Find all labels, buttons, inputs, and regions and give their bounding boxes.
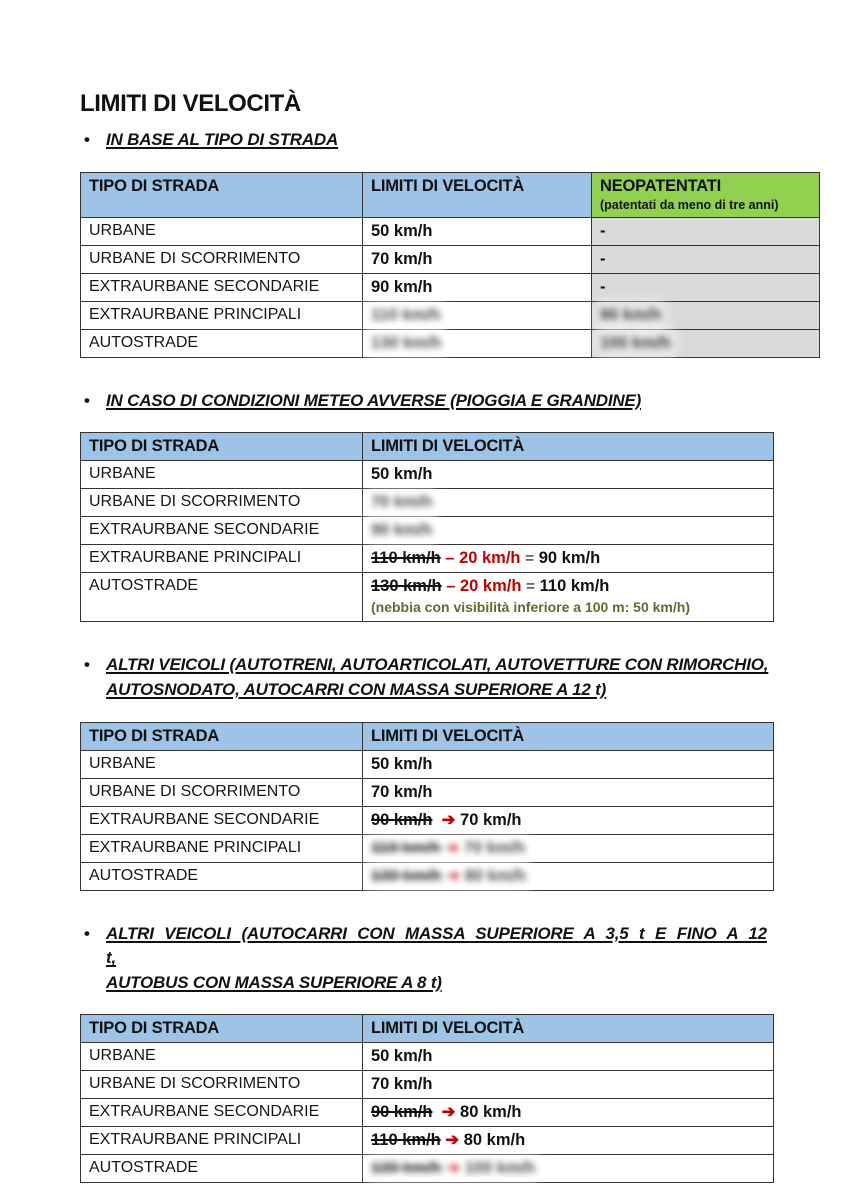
table-row [81, 1127, 774, 1155]
column-header-label: TIPO DI STRADA [89, 176, 220, 195]
neopatentati-cell [592, 301, 820, 329]
value-segment: 100 km/h [464, 1159, 536, 1178]
table-header-row [81, 172, 820, 217]
column-header-label: TIPO DI STRADA [89, 437, 220, 456]
value-segment: 90 km/h [600, 305, 662, 324]
table-row [81, 245, 820, 273]
limit-value [371, 279, 432, 296]
column-header [81, 433, 363, 461]
redacted-limit-value [600, 305, 661, 326]
limit-cell [363, 217, 592, 245]
road-type-cell: AUTOSTRADE [81, 329, 363, 357]
value-segment: – 20 km/h [441, 577, 522, 596]
table-row [81, 573, 774, 622]
value-segment: 70 km/h [371, 1075, 433, 1094]
value-segment: 90 km/h [371, 277, 433, 296]
table-row [81, 750, 774, 778]
column-header-label: LIMITI DI VELOCITÀ [371, 726, 525, 745]
table-row [81, 517, 774, 545]
limit-cell [363, 778, 774, 806]
limit-value [371, 251, 432, 268]
road-type-cell: URBANE [81, 461, 363, 489]
column-header [363, 722, 774, 750]
limit-value [371, 1132, 525, 1149]
section-heading-text [106, 389, 774, 414]
redacted-limit-value [371, 333, 442, 354]
table-row [81, 489, 774, 517]
table-header-row [81, 722, 774, 750]
value-segment: 70 km/h [460, 810, 522, 829]
speed-limits-table-altri-veicoli-3-5t [80, 1014, 774, 1183]
old-limit-strikethrough: 130 km/h [371, 577, 442, 596]
table-row [81, 778, 774, 806]
road-type-cell: EXTRAURBANE SECONDARIE [81, 1099, 363, 1127]
value-segment: = [521, 578, 540, 596]
old-limit-strikethrough: 90 km/h [371, 810, 433, 829]
table-row [81, 329, 820, 357]
road-type-cell: EXTRAURBANE SECONDARIE [81, 273, 363, 301]
limit-cell [363, 1155, 774, 1183]
value-segment: - [600, 221, 606, 240]
value-segment: 110 km/h [371, 305, 441, 324]
column-header-label: TIPO DI STRADA [89, 1019, 220, 1038]
section-heading [84, 128, 774, 153]
column-header [592, 172, 820, 217]
road-type-cell: EXTRAURBANE PRINCIPALI [81, 545, 363, 573]
value-segment: – 20 km/h [440, 549, 521, 568]
section-altri-veicoli-12t [80, 653, 774, 890]
section-heading [84, 389, 774, 414]
limit-value [600, 251, 606, 268]
old-limit-strikethrough: 130 km/h [371, 1159, 442, 1178]
column-header-label: NEOPATENTATI [600, 176, 722, 195]
value-segment: 70 km/h [371, 782, 433, 801]
limit-value [371, 1076, 432, 1093]
limit-cell [363, 806, 774, 834]
limit-value [371, 1104, 521, 1121]
limit-value [371, 1048, 432, 1065]
heading-line: IN BASE AL TIPO DI STRADA [106, 130, 339, 149]
heading-line: ALTRI VEICOLI (AUTOCARRI CON MASSA SUPERIORE A 3,5 t E FINO A 12 t, [106, 923, 767, 968]
redacted-limit-value [371, 838, 525, 859]
value-segment: 110 km/h [539, 577, 610, 596]
limit-cell [363, 1071, 774, 1099]
road-type-cell: URBANE DI SCORRIMENTO [81, 778, 363, 806]
redacted-limit-value [600, 333, 671, 354]
page-title: LIMITI DI VELOCITÀ [80, 90, 301, 117]
limit-cell [363, 301, 592, 329]
column-header-label: LIMITI DI VELOCITÀ [371, 1019, 525, 1038]
heading-line: AUTOBUS CON MASSA SUPERIORE A 8 t) [106, 972, 442, 992]
redacted-limit-value [371, 1158, 535, 1179]
old-limit-strikethrough: 130 km/h [371, 866, 442, 885]
value-segment: 70 km/h [371, 249, 433, 268]
road-type-cell: URBANE DI SCORRIMENTO [81, 245, 363, 273]
limit-cell [363, 1127, 774, 1155]
section-tipo-di-strada [80, 128, 779, 358]
neopatentati-cell [592, 273, 820, 301]
table-row [81, 1099, 774, 1127]
neopatentati-cell [592, 329, 820, 357]
value-segment: 70 km/h [371, 493, 433, 512]
road-type-cell: AUTOSTRADE [81, 862, 363, 890]
column-header [81, 722, 363, 750]
road-type-cell: EXTRAURBANE SECONDARIE [81, 806, 363, 834]
sections [80, 128, 779, 1183]
limit-value [371, 784, 432, 801]
limit-cell [363, 750, 774, 778]
table-row [81, 301, 820, 329]
table-row [81, 461, 774, 489]
limit-cell [363, 545, 774, 573]
road-type-cell: EXTRAURBANE PRINCIPALI [81, 1127, 363, 1155]
limit-cell [363, 517, 774, 545]
table-header-row [81, 1015, 774, 1043]
speed-limits-table-altri-veicoli-12t [80, 722, 774, 891]
table-row [81, 862, 774, 890]
column-header [363, 172, 592, 217]
table-row [81, 806, 774, 834]
road-type-cell: URBANE DI SCORRIMENTO [81, 1071, 363, 1099]
red-arrow-icon: ➔ [440, 838, 464, 857]
red-arrow-icon: ➔ [432, 1103, 461, 1122]
limit-cell [363, 1043, 774, 1071]
value-segment: 50 km/h [371, 465, 433, 484]
redacted-limit-value [371, 520, 432, 541]
redacted-limit-value [371, 866, 526, 887]
value-segment: - [600, 277, 606, 296]
red-arrow-icon: ➔ [441, 866, 465, 885]
column-header-subtitle: (patentati da meno di tre anni) [600, 197, 779, 212]
bullet-icon: • [84, 655, 90, 675]
column-header-label: LIMITI DI VELOCITÀ [371, 437, 525, 456]
limit-cell [363, 245, 592, 273]
column-header [363, 1015, 774, 1043]
limit-cell [363, 273, 592, 301]
value-segment: 90 km/h [371, 521, 433, 540]
table-row [81, 834, 774, 862]
heading-line: ALTRI VEICOLI (AUTOTRENI, AUTOARTICOLATI, AUTOVETTURE CON RIMORCHIO, [106, 655, 769, 675]
road-type-cell: AUTOSTRADE [81, 1155, 363, 1183]
road-type-cell: EXTRAURBANE SECONDARIE [81, 517, 363, 545]
table-row [81, 1043, 774, 1071]
limit-value [600, 279, 606, 296]
column-header-label: TIPO DI STRADA [89, 726, 220, 745]
limit-value [371, 550, 600, 567]
column-header [363, 433, 774, 461]
value-segment: - [600, 249, 606, 268]
value-segment: 50 km/h [371, 754, 433, 773]
limit-cell [363, 573, 774, 622]
table-row [81, 217, 820, 245]
limit-cell [363, 461, 774, 489]
limit-value [371, 466, 432, 483]
section-heading [84, 653, 774, 702]
road-type-cell: EXTRAURBANE PRINCIPALI [81, 301, 363, 329]
limit-cell [363, 834, 774, 862]
heading-line: IN CASO DI CONDIZIONI METEO AVVERSE (PIOGGIA E GRANDINE) [106, 390, 642, 410]
value-segment: 80 km/h [460, 1103, 522, 1122]
speed-limits-table-meteo-avverse [80, 432, 774, 622]
section-meteo-avverse [80, 389, 774, 623]
redacted-limit-value [371, 305, 441, 326]
red-arrow-icon: ➔ [441, 1159, 465, 1178]
road-type-cell: URBANE DI SCORRIMENTO [81, 489, 363, 517]
value-segment: 50 km/h [371, 221, 433, 240]
speed-limits-table-tipo-di-strada [80, 172, 820, 358]
old-limit-strikethrough: 110 km/h [371, 549, 441, 568]
column-header [81, 1015, 363, 1043]
road-type-cell: EXTRAURBANE PRINCIPALI [81, 834, 363, 862]
neopatentati-cell [592, 245, 820, 273]
column-header [81, 172, 363, 217]
section-heading-text [106, 922, 774, 996]
limit-cell [363, 1099, 774, 1127]
redacted-limit-value [371, 492, 432, 513]
red-arrow-icon: ➔ [440, 1131, 464, 1150]
fog-note: (nebbia con visibilità inferiore a 100 m: 50 km/h) [371, 599, 690, 616]
section-heading-text [106, 653, 774, 702]
limit-value [600, 223, 606, 240]
limit-cell [363, 329, 592, 357]
table-row [81, 545, 774, 573]
table-header-row [81, 433, 774, 461]
road-type-cell: URBANE [81, 1043, 363, 1071]
section-heading [84, 922, 774, 996]
value-segment: 80 km/h [464, 866, 527, 885]
red-arrow-icon: ➔ [432, 810, 461, 829]
bullet-icon: • [84, 390, 90, 410]
limit-value [371, 223, 432, 240]
value-segment: 80 km/h [463, 1131, 526, 1150]
column-header-label: LIMITI DI VELOCITÀ [371, 176, 525, 195]
road-type-cell: URBANE [81, 750, 363, 778]
value-segment: 130 km/h [371, 333, 442, 352]
section-altri-veicoli-3-5t [80, 922, 774, 1184]
table-row [81, 273, 820, 301]
value-segment: = [520, 550, 539, 568]
value-segment: 90 km/h [538, 549, 601, 568]
limit-cell [363, 489, 774, 517]
limit-value [371, 578, 609, 595]
old-limit-strikethrough: 110 km/h [371, 838, 441, 857]
limit-cell [363, 862, 774, 890]
value-segment: 70 km/h [463, 838, 526, 857]
limit-value [371, 812, 521, 829]
table-row [81, 1155, 774, 1183]
road-type-cell: URBANE [81, 217, 363, 245]
table-row [81, 1071, 774, 1099]
section-heading-text [106, 128, 774, 153]
value-segment: 100 km/h [600, 333, 671, 352]
heading-line: AUTOSNODATO, AUTOCARRI CON MASSA SUPERIORE A 12 t) [106, 679, 607, 699]
limit-value [371, 756, 432, 773]
old-limit-strikethrough: 90 km/h [371, 1103, 433, 1122]
bullet-icon: • [84, 923, 90, 943]
value-segment: 50 km/h [371, 1047, 433, 1066]
bullet-icon: • [84, 130, 90, 149]
neopatentati-cell [592, 217, 820, 245]
document-content [80, 90, 779, 1200]
old-limit-strikethrough: 110 km/h [371, 1131, 441, 1150]
road-type-cell: AUTOSTRADE [81, 573, 363, 622]
